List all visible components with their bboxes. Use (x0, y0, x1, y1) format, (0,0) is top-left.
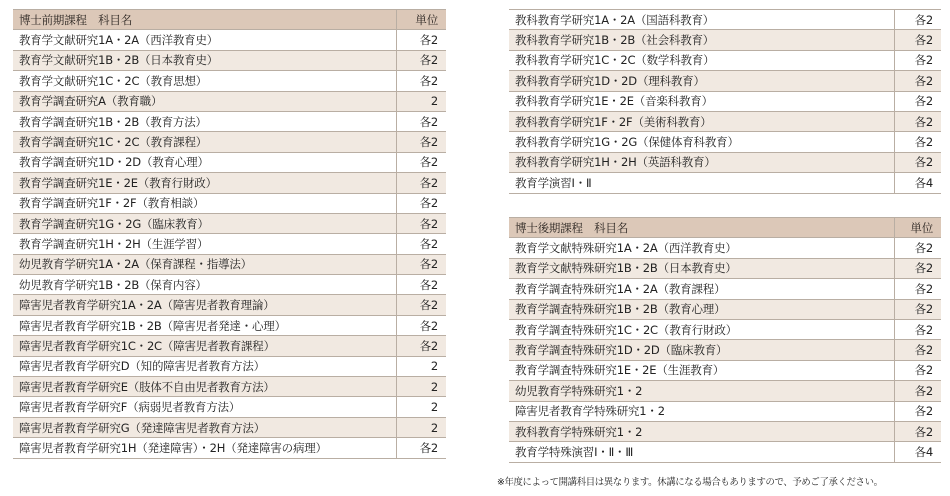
subject-name-cell: 幼児教育学特殊研究1・2 (509, 381, 894, 401)
table-row (13, 132, 446, 152)
table-row (509, 279, 941, 299)
table-row (13, 111, 446, 131)
table-row (13, 275, 446, 295)
credits-cell: 各2 (894, 258, 941, 278)
subject-name-cell: 幼児教育学研究1A・2A（保育課程・指導法） (13, 254, 396, 274)
credits-cell: 各2 (396, 111, 446, 131)
table-row (13, 336, 446, 356)
subject-name-cell: 障害児者教育学研究E（肢体不自由児者教育方法） (13, 377, 396, 397)
subject-name-cell: 幼児教育学研究1B・2B（保育内容） (13, 275, 396, 295)
table-row (13, 397, 446, 417)
table-row (509, 111, 941, 131)
credits-cell: 各2 (396, 234, 446, 254)
doctoral-late-course-table (509, 217, 941, 463)
subject-name-cell: 教育学調査特殊研究1D・2D（臨床教育） (509, 340, 894, 360)
credits-cell: 各2 (396, 295, 446, 315)
credits-cell: 各2 (894, 10, 941, 30)
credits-cell: 各2 (894, 381, 941, 401)
credits-cell: 各2 (396, 275, 446, 295)
table-row (13, 377, 446, 397)
credits-cell: 2 (396, 91, 446, 111)
column-header-subject: 博士前期課程 科目名 (13, 10, 396, 30)
table-row (509, 360, 941, 380)
subject-name-cell: 教育学調査研究1G・2G（臨床教育） (13, 213, 396, 233)
credits-cell: 2 (396, 356, 446, 376)
subject-name-cell: 教育学調査特殊研究1B・2B（教育心理） (509, 299, 894, 319)
subject-name-cell: 教科教育学研究1C・2C（数学科教育） (509, 50, 894, 70)
column-header-credits: 単位 (396, 10, 446, 30)
credits-cell: 各2 (396, 30, 446, 50)
credits-cell: 各2 (396, 50, 446, 70)
credits-cell: 各2 (396, 173, 446, 193)
table-row (509, 173, 941, 193)
table-row (509, 152, 941, 172)
table-row (13, 234, 446, 254)
credits-cell: 各2 (894, 340, 941, 360)
credits-cell: 各2 (894, 238, 941, 258)
credits-cell: 各2 (396, 71, 446, 91)
subject-name-cell: 教科教育学研究1B・2B（社会科教育） (509, 30, 894, 50)
subject-name-cell: 障害児者教育学研究F（病弱児者教育方法） (13, 397, 396, 417)
table-row (13, 91, 446, 111)
table-row (509, 381, 941, 401)
subject-name-cell: 教育学調査研究1B・2B（教育方法） (13, 111, 396, 131)
doctoral-early-course-table (13, 9, 446, 459)
table-row (13, 30, 446, 50)
subject-name-cell: 教育学調査研究1H・2H（生涯学習） (13, 234, 396, 254)
table-row (509, 71, 941, 91)
credits-cell: 各2 (396, 254, 446, 274)
credits-cell: 2 (396, 417, 446, 437)
subject-name-cell: 教科教育学特殊研究1・2 (509, 421, 894, 441)
credits-cell: 各2 (396, 132, 446, 152)
subject-name-cell: 教育学調査特殊研究1E・2E（生涯教育） (509, 360, 894, 380)
table-row (13, 356, 446, 376)
subject-name-cell: 障害児者教育学研究D（知的障害児者教育方法） (13, 356, 396, 376)
credits-cell: 各2 (894, 299, 941, 319)
subject-name-cell: 教育学調査研究1F・2F（教育相談） (13, 193, 396, 213)
subject-name-cell: 教科教育学研究1F・2F（美術科教育） (509, 111, 894, 131)
credits-cell: 各2 (894, 279, 941, 299)
credits-cell: 各2 (396, 152, 446, 172)
table-row (13, 71, 446, 91)
subject-name-cell: 教育学調査研究1D・2D（教育心理） (13, 152, 396, 172)
credits-cell: 各2 (894, 132, 941, 152)
table-row (13, 315, 446, 335)
subject-name-cell: 教育学調査特殊研究1C・2C（教育行財政） (509, 319, 894, 339)
credits-cell: 各2 (894, 319, 941, 339)
subject-name-cell: 障害児者教育学研究1C・2C（障害児者教育課程） (13, 336, 396, 356)
credits-cell: 各2 (396, 315, 446, 335)
table-row (509, 340, 941, 360)
credits-cell: 各2 (894, 91, 941, 111)
table-row (509, 50, 941, 70)
subject-name-cell: 障害児者教育学研究1A・2A（障害児者教育理論） (13, 295, 396, 315)
credits-cell: 2 (396, 397, 446, 417)
table-row (509, 132, 941, 152)
table-row (13, 213, 446, 233)
table-row (509, 319, 941, 339)
credits-cell: 各2 (894, 401, 941, 421)
subject-name-cell: 障害児者教育学研究G（発達障害児者教育方法） (13, 417, 396, 437)
subject-name-cell: 教育学文献研究1A・2A（西洋教育史） (13, 30, 396, 50)
table-row (509, 421, 941, 441)
table-row (509, 30, 941, 50)
credits-cell: 各2 (396, 193, 446, 213)
subject-name-cell: 教科教育学研究1G・2G（保健体育科教育） (509, 132, 894, 152)
table-header-row (509, 218, 941, 238)
credits-cell: 各2 (894, 111, 941, 131)
subject-name-cell: 教育学特殊演習Ⅰ・Ⅱ・Ⅲ (509, 442, 894, 462)
table-row (13, 173, 446, 193)
credits-cell: 各2 (894, 360, 941, 380)
credits-cell: 各2 (894, 50, 941, 70)
subject-name-cell: 教科教育学研究1E・2E（音楽科教育） (509, 91, 894, 111)
subject-name-cell: 教育学調査研究1E・2E（教育行財政） (13, 173, 396, 193)
subject-name-cell: 教育学文献研究1C・2C（教育思想） (13, 71, 396, 91)
table-row (13, 295, 446, 315)
subject-name-cell: 教科教育学研究1H・2H（英語科教育） (509, 152, 894, 172)
table-row (509, 238, 941, 258)
credits-cell: 各2 (894, 152, 941, 172)
table-row (509, 91, 941, 111)
table-row (509, 442, 941, 462)
subject-name-cell: 障害児者教育学研究1B・2B（障害児者発達・心理） (13, 315, 396, 335)
credits-cell: 各2 (894, 71, 941, 91)
doctoral-early-course-table-continued (509, 9, 941, 194)
table-row (509, 258, 941, 278)
subject-name-cell: 教育学文献特殊研究1B・2B（日本教育史） (509, 258, 894, 278)
table-row (13, 438, 446, 458)
table-row (13, 50, 446, 70)
credits-cell: 各2 (396, 336, 446, 356)
credits-cell: 各2 (894, 421, 941, 441)
table-row (509, 299, 941, 319)
table-header-row (13, 10, 446, 30)
subject-name-cell: 教育学演習Ⅰ・Ⅱ (509, 173, 894, 193)
table-row (509, 401, 941, 421)
column-header-subject: 博士後期課程 科目名 (509, 218, 894, 238)
credits-cell: 各4 (894, 173, 941, 193)
table-row (13, 152, 446, 172)
credits-cell: 各2 (396, 213, 446, 233)
subject-name-cell: 教育学文献研究1B・2B（日本教育史） (13, 50, 396, 70)
credits-cell: 各4 (894, 442, 941, 462)
subject-name-cell: 教育学調査研究1C・2C（教育課程） (13, 132, 396, 152)
table-row (13, 193, 446, 213)
credits-cell: 2 (396, 377, 446, 397)
table-row (13, 417, 446, 437)
subject-name-cell: 教科教育学研究1A・2A（国語科教育） (509, 10, 894, 30)
column-header-credits: 単位 (894, 218, 941, 238)
subject-name-cell: 教育学文献特殊研究1A・2A（西洋教育史） (509, 238, 894, 258)
table-row (509, 10, 941, 30)
credits-cell: 各2 (894, 30, 941, 50)
subject-name-cell: 教育学調査特殊研究1A・2A（教育課程） (509, 279, 894, 299)
footnote: ※年度によって開講科目は異なります。休講になる場合もありますので、予めご了承ください。 (497, 477, 883, 488)
subject-name-cell: 障害児者教育学特殊研究1・2 (509, 401, 894, 421)
credits-cell: 各2 (396, 438, 446, 458)
subject-name-cell: 障害児者教育学研究1H（発達障害）・2H（発達障害の病理） (13, 438, 396, 458)
subject-name-cell: 教科教育学研究1D・2D（理科教育） (509, 71, 894, 91)
subject-name-cell: 教育学調査研究A（教育職） (13, 91, 396, 111)
table-row (13, 254, 446, 274)
